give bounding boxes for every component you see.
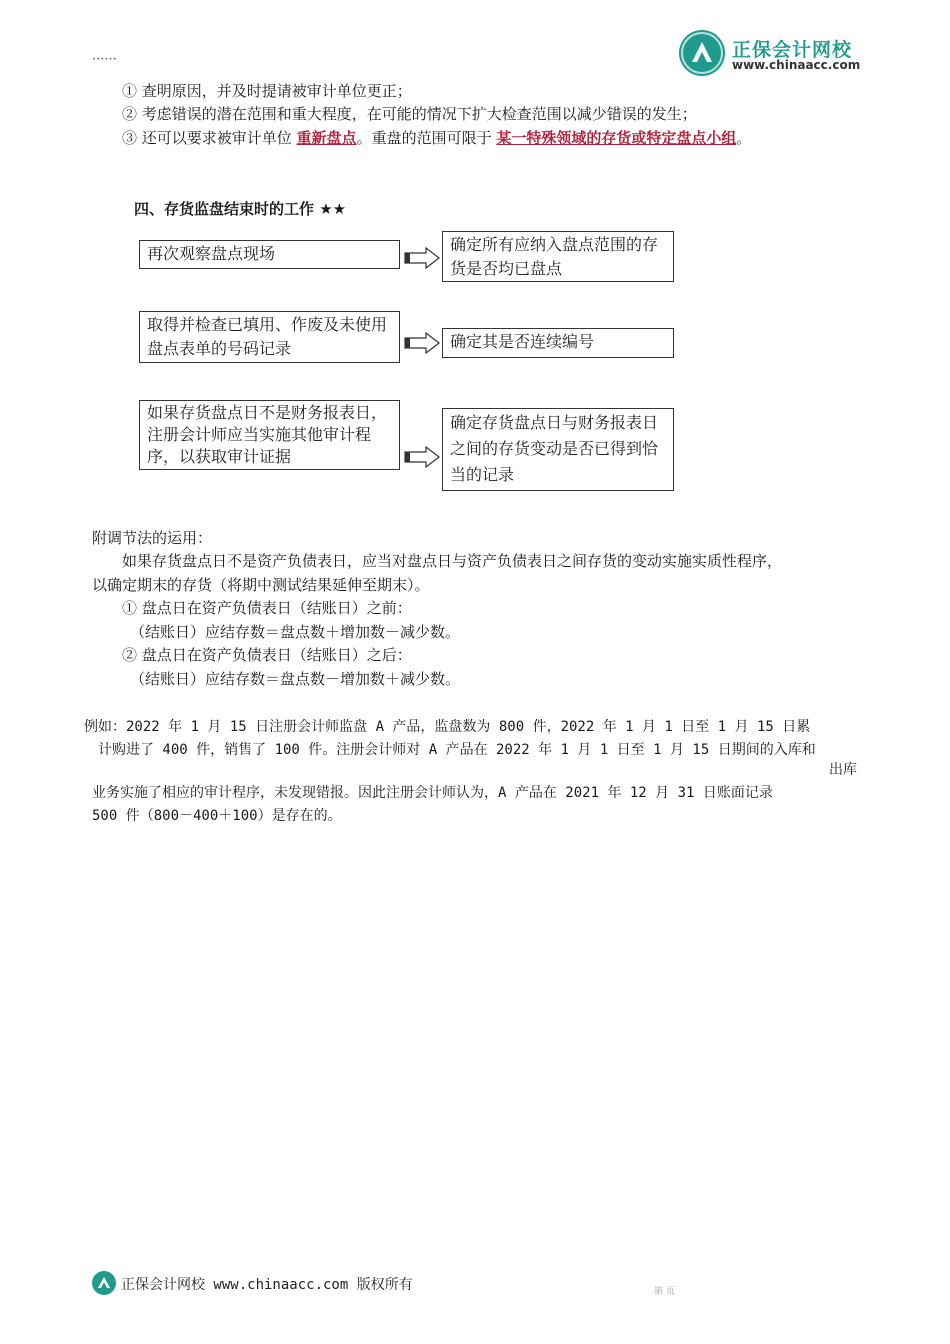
example-line-2: 计购进了 400 件，销售了 100 件。注册会计师对 A 产品在 2022 年 1 月 1 日至 1 月 15 日期间的入库和 [98, 742, 816, 758]
arrow-icon [404, 247, 440, 269]
step-3 [122, 128, 751, 148]
flow-right-3: 确定存货盘点日与财务报表日之间的存货变动是否已得到恰当的记录 [442, 408, 674, 491]
adjust-paragraph-cont: 以确定期末的存货（将期中测试结果延伸至期末）。 [92, 576, 430, 594]
flow-left-1: 再次观察盘点现场 [139, 240, 400, 269]
footer-logo-icon [92, 1271, 116, 1295]
footer-text: 正保会计网校 www.chinaacc.com 版权所有 [121, 1277, 413, 1293]
case-after: ② 盘点日在资产负债表日（结账日）之后： [122, 646, 412, 664]
step-1: ① 查明原因，并及时提请被审计单位更正； [122, 82, 412, 100]
flow-left-2: 取得并检查已填用、作废及未使用盘点表单的号码记录 [139, 311, 400, 363]
cut-off-text: ······ [92, 52, 117, 67]
brand-url: www.chinaacc.com [732, 58, 861, 72]
step-3-prefix: ③ 还可以要求被审计单位 [122, 129, 297, 147]
logo-icon [679, 30, 725, 76]
formula-after: （结账日）应结存数＝盘点数－增加数＋减少数。 [130, 670, 461, 688]
step-3-end: 。 [736, 129, 752, 147]
section-title: 四、存货监盘结束时的工作 ★★ [134, 200, 347, 218]
flow-left-3: 如果存货盘点日不是财务报表日，注册会计师应当实施其他审计程序，以获取审计证据 [139, 400, 400, 470]
flow-right-2: 确定其是否连续编号 [442, 328, 674, 358]
step-3-middle: 。重盘的范围可限于 [356, 129, 497, 147]
highlight-scope: 某一特殊领域的存货或特定盘点小组 [496, 129, 737, 147]
example-line-3: 出库 [829, 762, 857, 778]
page-mark: 第 页 [654, 1287, 675, 1297]
adjust-title: 附调节法的运用： [92, 529, 213, 547]
case-before: ① 盘点日在资产负债表日（结账日）之前： [122, 599, 412, 617]
example-line-1: 例如：2022 年 1 月 15 日注册会计师监盘 A 产品，监盘数为 800 件，2022 年 1 月 1 日至 1 月 15 日累 [84, 719, 811, 735]
formula-before: （结账日）应结存数＝盘点数＋增加数－减少数。 [130, 623, 461, 641]
example-line-5: 500 件（800－400＋100）是存在的。 [92, 808, 342, 824]
brand-name: 正保会计网校 [732, 39, 853, 61]
flow-right-1: 确定所有应纳入盘点范围的存货是否均已盘点 [442, 231, 674, 282]
highlight-recount: 重新盘点 [296, 129, 357, 147]
example-line-4: 业务实施了相应的审计程序，未发现错报。因此注册会计师认为，A 产品在 2021 年 12 月 31 日账面记录 [92, 785, 773, 801]
step-2: ② 考虑错误的潜在范围和重大程度，在可能的情况下扩大检查范围以减少错误的发生； [122, 105, 697, 123]
arrow-icon [404, 332, 440, 354]
adjust-paragraph: 如果存货盘点日不是资产负债表日，应当对盘点日与资产负债表日之间存货的变动实施实质性程序， [122, 552, 783, 570]
arrow-icon [404, 446, 440, 468]
